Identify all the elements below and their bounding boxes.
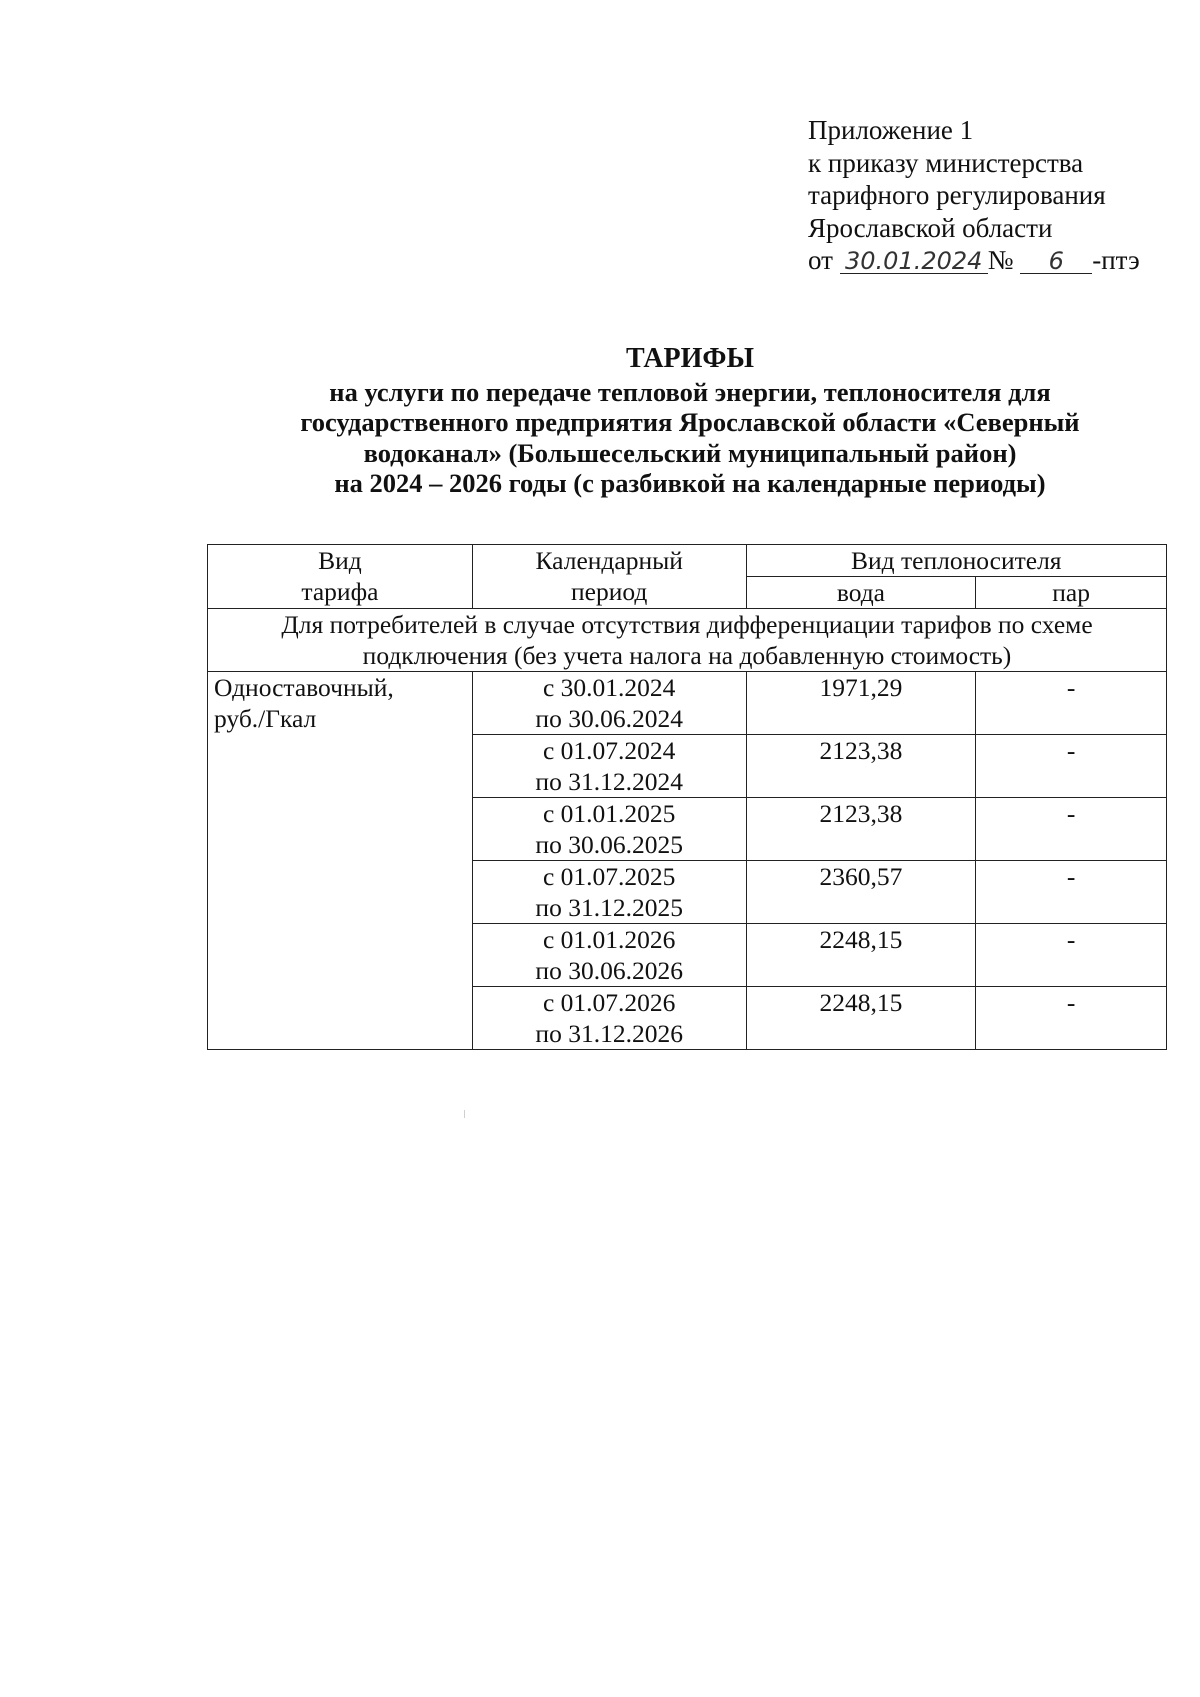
annex-line-2: к приказу министерства [808, 147, 1084, 178]
water-value: 2360,57 [746, 861, 976, 924]
title-line-4: на 2024 – 2026 годы (с разбивкой на календарные периоды) [334, 468, 1046, 498]
period-cell [472, 735, 746, 798]
section-caption-line-1: Для потребителей в случае отсутствия дифференциации тарифов по схеме [281, 610, 1093, 639]
steam-value: - [976, 924, 1167, 987]
water-value: 2248,15 [746, 987, 976, 1050]
water-value: 1971,29 [746, 672, 976, 735]
title-line-2: государственного предприятия Ярославской области «Северный [300, 407, 1080, 437]
period-to: по 31.12.2026 [535, 1019, 683, 1048]
water-value: 2123,38 [746, 798, 976, 861]
header-carrier: Вид теплоносителя [746, 545, 1166, 577]
header-tariff-type-line-1: Вид [318, 546, 362, 575]
table-header-row [208, 545, 1167, 577]
table-section-row [208, 609, 1167, 672]
period-cell [472, 987, 746, 1050]
period-from: с 01.01.2026 [542, 925, 676, 954]
steam-value: - [976, 672, 1167, 735]
scan-mark [464, 1110, 465, 1118]
period-cell [472, 672, 746, 735]
annex-line-1: Приложение 1 [808, 115, 974, 145]
period-to: по 30.06.2026 [535, 956, 683, 985]
table-row [208, 672, 1167, 735]
annex-block [808, 114, 1188, 277]
period-from: с 30.01.2024 [542, 673, 676, 702]
tariff-table [207, 544, 1167, 1050]
annex-handwritten-date: 30.01.2024 [840, 249, 988, 274]
tariff-name-line-1: Одноставочный, [214, 673, 394, 702]
period-to: по 30.06.2024 [535, 704, 683, 733]
header-period-line-2: период [571, 577, 648, 606]
period-from: с 01.07.2025 [542, 862, 676, 891]
period-cell [472, 924, 746, 987]
period-from: с 01.07.2026 [542, 988, 676, 1017]
annex-line-4: Ярославской области [808, 212, 1053, 243]
header-water: вода [746, 577, 976, 609]
water-value: 2123,38 [746, 735, 976, 798]
steam-value: - [976, 735, 1167, 798]
tariff-name-line-2: руб./Гкал [214, 704, 317, 733]
title-main: ТАРИФЫ [626, 343, 754, 374]
steam-value: - [976, 798, 1167, 861]
section-caption-line-2: подключения (без учета налога на добавленную стоимость) [362, 641, 1012, 670]
water-value: 2248,15 [746, 924, 976, 987]
header-period-line-1: Календарный [535, 546, 683, 575]
document-title [200, 344, 1180, 499]
annex-handwritten-number: 6 [1020, 249, 1092, 274]
period-cell [472, 861, 746, 924]
annex-from-label: от [808, 245, 833, 275]
annex-order-line [808, 244, 1188, 277]
period-cell [472, 798, 746, 861]
annex-line-3: тарифного регулирования [808, 180, 1106, 210]
title-line-3: водоканал» (Большесельский муниципальный район) [363, 437, 1017, 468]
header-period [472, 545, 746, 609]
title-line-1: на услуги по передаче тепловой энергии, теплоносителя для [329, 376, 1051, 407]
period-to: по 30.06.2025 [535, 830, 683, 859]
annex-number-label: № [987, 245, 1014, 275]
header-tariff-type-line-2: тарифа [301, 577, 379, 606]
steam-value: - [976, 987, 1167, 1050]
section-caption [208, 609, 1167, 672]
steam-value: - [976, 861, 1167, 924]
period-from: с 01.01.2025 [542, 799, 676, 828]
period-to: по 31.12.2024 [535, 767, 683, 796]
header-tariff-type [208, 545, 473, 609]
annex-suffix: -птэ [1092, 245, 1140, 275]
tariff-name-cell [208, 672, 473, 1050]
period-from: с 01.07.2024 [542, 736, 676, 765]
period-to: по 31.12.2025 [535, 893, 683, 922]
header-steam: пар [976, 577, 1167, 609]
